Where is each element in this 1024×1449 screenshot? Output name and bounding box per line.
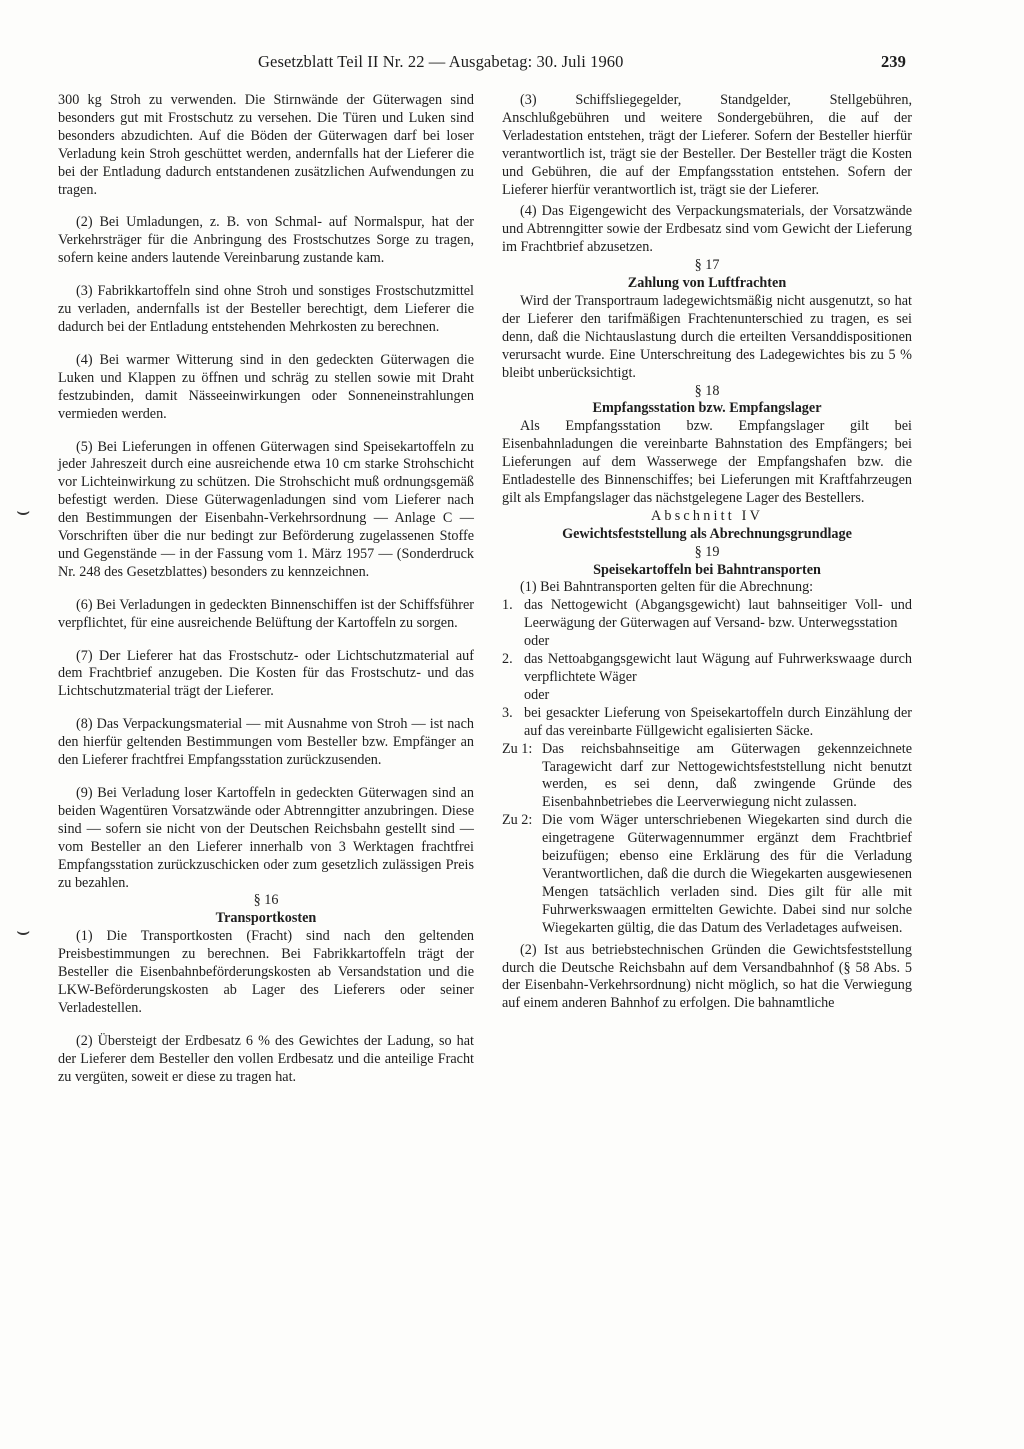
note-zu-2 bbox=[502, 812, 912, 937]
list-item-label: 2. bbox=[502, 651, 513, 668]
list-item-label: 1. bbox=[502, 597, 513, 614]
section-number: § 18 bbox=[694, 382, 720, 399]
list-item-text: das Nettoabgangsgewicht laut Wägung auf Fuhrwerkswaage durch verpflichtete Wäger bbox=[524, 651, 912, 685]
section-number: § 19 bbox=[694, 543, 720, 560]
paragraph: 300 kg Stroh zu verwenden. Die Stirnwände der Güterwagen sind besonders gut mit Frostschutz zu versehen. Die Türen und Luken sind besonders abzudichten. Auf die Böden der Güterwagen darf bei loser Verladung kein Stroh geschüttet werden, andernfalls hat der Lieferer die bei der Entladung dadurch entstandenen zusätzlichen Aufwendungen zu tragen. bbox=[58, 92, 474, 198]
note-label: Zu 1: bbox=[502, 740, 533, 757]
paragraph: Wird der Transportraum ladegewichtsmäßig nicht ausgenutzt, so hat der Lieferer den tarifmäßigen Frachtenunterschied zu tragen, es sei denn, daß die Nichtauslastung durch die erteilten Versanddispositionen verursacht wurde. Eine Unterschreitung des Ladegewichtes bis zu 5 % bleibt unberücksichtigt. bbox=[502, 292, 912, 381]
chapter-heading: Abschnitt IV bbox=[650, 507, 764, 524]
list-item bbox=[502, 597, 912, 633]
paragraph: (4) Bei warmer Witterung sind in den gedeckten Güterwagen die Luken und Klappen zu öffnen und schräg zu stellen sowie mit Draht festzubinden, damit Nässeeinwirkungen oder Sonneneinstrahlungen vermieden werden. bbox=[58, 351, 474, 422]
note-zu-1 bbox=[502, 741, 912, 813]
paragraph: (1) Die Transportkosten (Fracht) sind nach den geltenden Preisbestimmungen zu berechnen. Bei Fabrikkartoffeln trägt der Besteller die Eisenbahnbeförderungskosten ab Versandstation und die LKW-Beförderungskosten ab Lager des Lieferers oder seiner Verladestellen. bbox=[58, 928, 474, 1016]
section-title: Zahlung von Luftfrachten bbox=[627, 275, 787, 292]
section-title: Speisekartoffeln bei Bahntransporten bbox=[593, 561, 821, 578]
paragraph: Als Empfangsstation bzw. Empfangslager gilt bei Eisenbahnladungen die vereinbarte Bahnstation des Empfängers; bei Lieferungen auf dem Wasserwege der Empfangshafen bzw. die Entladestelle des Binnenschiffes; bei Lieferungen mit Kraftfahrzeugen gilt als Empfangslager das nächstgelegene Lager des Bestellers. bbox=[502, 418, 912, 506]
chapter-title: Gewichtsfeststellung als Abrechnungsgrundlage bbox=[562, 525, 852, 542]
page-number: 239 bbox=[880, 52, 906, 71]
list-item-text: das Nettogewicht (Abgangsgewicht) laut bahnseitiger Voll- und Leerwägung der Güterwagen auf Versand- bzw. Unterwegsstation bbox=[524, 597, 912, 632]
paragraph: (2) Bei Umladungen, z. B. von Schmal- auf Normalspur, hat der Verkehrsträger für die Anbringung des Frostschutzes Sorge zu tragen, sofern keine anders lautende Vereinbarung zustande kam. bbox=[58, 214, 474, 267]
page-header bbox=[58, 52, 906, 78]
list-item-label: 3. bbox=[502, 704, 513, 721]
conjunction: oder bbox=[524, 633, 550, 650]
paragraph: (6) Bei Verladungen in gedeckten Binnenschiffen ist der Schiffsführer verpflichtet, für eine ausreichende Belüftung der Kartoffeln zu sorgen. bbox=[58, 596, 474, 631]
paragraph: (7) Der Lieferer hat das Frostschutz- oder Lichtschutzmaterial auf dem Frachtbrief anzugeben. Die Kosten für das Frostschutz- und das Lichtschutzmaterial trägt der Lieferer. bbox=[58, 647, 474, 700]
paragraph: (9) Bei Verladung loser Kartoffeln in gedeckten Güterwagen sind an beiden Wagentüren Vorsatzwände oder Abtrenngitter anzubringen. Diese sind — sofern sie nicht von der Deutschen Reichsbahn gestellt sind — vom Besteller an den Lieferer innerhalb von 3 Werktagen frachtfrei Empfangsstation zurückzuschicken oder zum gesetzlich zulässigen Preis zu bezahlen. bbox=[58, 785, 474, 891]
section-title: Transportkosten bbox=[215, 910, 317, 927]
note-text: Das reichsbahnseitige am Güterwagen gekennzeichnete Taragewicht darf zur Nettogewichtsfeststellung nicht benutzt werden, es sei denn, daß zwingende Gründe des Eisenbahnbetriebes die Leerverwiegung nicht zulassen. bbox=[542, 740, 912, 811]
paragraph: (2) Übersteigt der Erdbesatz 6 % des Gewichtes der Ladung, so hat der Lieferer dem Besteller den vollen Erdbesatz und die anteilige Fracht zu vergüten, soweit er diese zu tragen hat. bbox=[58, 1032, 474, 1085]
section-number: § 17 bbox=[694, 257, 720, 274]
section-number: § 16 bbox=[253, 892, 279, 909]
note-text: Die vom Wäger unterschriebenen Wiegekarten sind durch die eingetragene Güterwagennummer ergänzt dem Frachtbrief beizufügen; ebenso eine Erklärung des für die Verladung Verantwortlichen, daß die durch die Wiegekarten ausgewiesenen Mengen tatsächlich verladen sind. Dies gilt für alle mit Fuhrwerkswaagen ermittelten Gewichte. Dabei sind nur solche Wiegekarten gültig, die das Datum des Verladetages aufweisen. bbox=[542, 812, 912, 936]
section-title: Empfangsstation bzw. Empfangslager bbox=[592, 400, 822, 417]
note-label: Zu 2: bbox=[502, 812, 533, 829]
paragraph: (2) Ist aus betriebstechnischen Gründen die Gewichtsfeststellung durch die Deutsche Reichsbahn auf dem Versandbahnhof (§ 58 Abs. 5 der Eisenbahn-Verkehrsordnung) nicht möglich, so hat die Verwiegung auf einem anderen Bahnhof zu erfolgen. Die bahnamtliche bbox=[502, 941, 912, 1012]
paragraph: (3) Schiffsliegegelder, Standgelder, Stellgebühren, Anschlußgebühren und weitere Sondergebühren, die auf der Verladestation entstehen, trägt der Lieferer. Sofern der Besteller hierfür verantwortlich ist, trägt sie der Besteller. Der Besteller trägt die Kosten und Gebühren, die auf der Empfangsstation entstehen. Sofern der Lieferer hierfür verantwortlich ist, trägt sie der Lieferer. bbox=[502, 92, 912, 198]
list-item bbox=[502, 651, 912, 687]
header-title: Gesetzblatt Teil II Nr. 22 — Ausgabetag: 30. Juli 1960 bbox=[258, 52, 624, 71]
list-item-text: bei gesackter Lieferung von Speisekartoffeln durch Einzählung der auf das vereinbarte Füllgewicht egalisierten Säcke. bbox=[524, 704, 912, 739]
right-column bbox=[502, 92, 912, 1013]
margin-check-mark: ⌣ bbox=[16, 498, 31, 523]
conjunction: oder bbox=[524, 686, 550, 703]
left-column bbox=[58, 92, 474, 1087]
list-item bbox=[502, 705, 912, 741]
paragraph: (8) Das Verpackungsmaterial — mit Ausnahme von Stroh — ist nach den hierfür geltenden Bestimmungen vom Besteller bzw. Empfänger an den Lieferer frachtfrei Empfangsstation zurückzusenden. bbox=[58, 716, 474, 769]
paragraph: (1) Bei Bahntransporten gelten für die Abrechnung: bbox=[520, 579, 814, 596]
paragraph: (3) Fabrikkartoffeln sind ohne Stroh und sonstiges Frostschutzmittel zu verladen, andernfalls ist der Besteller berechtigt, dem Lieferer die dadurch bei der Entladung entstehenden Mehrkosten zu berechnen. bbox=[58, 283, 474, 335]
paragraph: (4) Das Eigengewicht des Verpackungsmaterials, der Vorsatzwände und Abtrenngitter sowie der Erdbesatz sind vom Gewicht der Lieferung im Frachtbrief abzusetzen. bbox=[502, 203, 912, 256]
paragraph: (5) Bei Lieferungen in offenen Güterwagen sind Speisekartoffeln zu jeder Jahreszeit durch eine ausreichende etwa 10 cm starke Strohschicht vor Lichteinwirkung zu schützen. Die Strohschicht muß ordnungsgemäß befestigt werden. Diese Güterwagenladungen sind vom Lieferer nach den Bestimmungen der Eisenbahn-Verkehrsordnung — Anlage C — Vorschriften über die nur bedingt zur Beförderung zugelassenen Stoffe und Gegenstände — in der Fassung vom 1. März 1957 — (Sonderdruck Nr. 248 des Gesetzblattes) besonders zu kennzeichnen. bbox=[58, 438, 474, 580]
margin-check-mark: ⌣ bbox=[16, 918, 31, 943]
